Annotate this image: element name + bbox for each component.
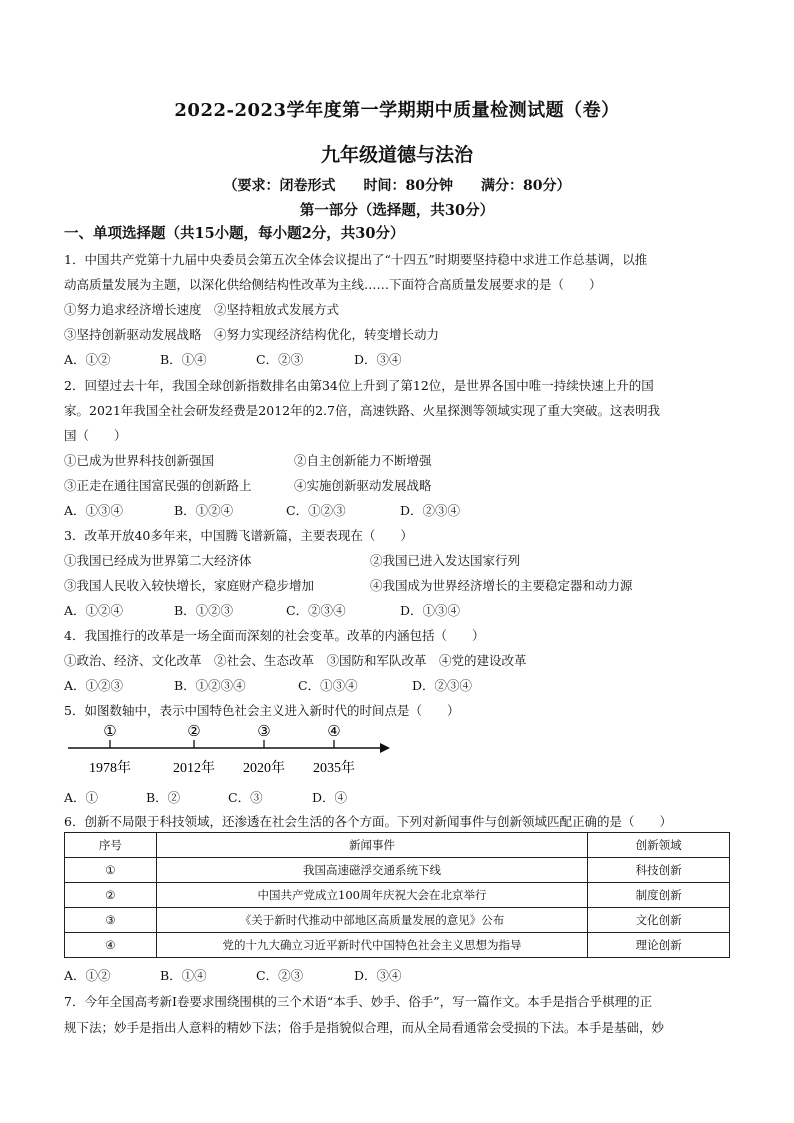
q7-stem-line2: 规下法；妙手是指出人意料的精妙下法；俗手是指貌似合理，而从全局看通常会受损的下法。本手是基础，妙 [64, 1020, 665, 1035]
q5-choice-d: D．④ [312, 790, 348, 805]
exam-requirements: （要求：闭卷形式 时间：80分钟 满分：80分） [223, 178, 571, 194]
timeline-year-1: 1978年 [89, 761, 131, 776]
table-header-cell: 序号 [65, 833, 157, 858]
q7-stem-line1: 7．今年全国高考新Ⅰ卷要求围绕围棋的三个术语“本手、妙手、俗手”，写一篇作文。本手是指合乎棋理的正 [64, 994, 653, 1009]
table-cell: 我国高速磁浮交通系统下线 [156, 858, 587, 883]
q6-stem: 6．创新不局限于科技领域，还渗透在社会生活的各个方面。下列对新闻事件与创新领域匹配正确的是（ ） [64, 814, 672, 829]
q6-choice-d: D．③④ [354, 968, 402, 983]
q4-options: ①政治、经济、文化改革 ②社会、生态改革 ③国防和军队改革 ④党的建设改革 [64, 653, 527, 668]
q6-choice-c: C．②③ [256, 968, 304, 983]
timeline-arrow-icon [380, 743, 390, 753]
q2-option-4: ④实施创新驱动发展战略 [294, 478, 432, 493]
q6-choice-a: A．①② [64, 968, 111, 983]
table-row [65, 908, 730, 933]
timeline-year-4: 2035年 [313, 761, 355, 776]
q5-choice-b: B．② [146, 790, 181, 805]
q1-choice-d: D．③④ [354, 352, 402, 367]
table-header-cell: 新闻事件 [156, 833, 587, 858]
table-cell: ① [65, 858, 157, 883]
q3-stem: 3．改革开放40多年来，中国腾飞谱新篇，主要表现在（ ） [64, 528, 413, 543]
q4-choice-b: B．①②③④ [174, 678, 246, 693]
q3-choice-b: B．①②③ [174, 603, 234, 618]
q1-choice-b: B．①④ [160, 352, 207, 367]
timeline-year-2: 2012年 [173, 761, 215, 776]
table-cell: 文化创新 [588, 908, 730, 933]
timeline-year-3: 2020年 [243, 761, 285, 776]
q2-choice-c: C．①②③ [286, 503, 346, 518]
q4-stem: 4．我国推行的改革是一场全面而深刻的社会变革。改革的内涵包括（ ） [64, 628, 485, 643]
q3-choice-c: C．②③④ [286, 603, 346, 618]
q1-options-line1: ①努力追求经济增长速度 ②坚持粗放式发展方式 [64, 302, 340, 317]
table-header-cell: 创新领域 [588, 833, 730, 858]
q3-choice-d: D．①③④ [400, 603, 461, 618]
table-row [65, 883, 730, 908]
q2-choice-b: B．①②④ [174, 503, 234, 518]
table-cell: 理论创新 [588, 933, 730, 958]
q2-choice-d: D．②③④ [400, 503, 461, 518]
q3-option-4: ④我国成为世界经济增长的主要稳定器和动力源 [370, 578, 633, 593]
part-heading: 第一部分（选择题，共30分） [299, 202, 495, 219]
q1-options-line2: ③坚持创新驱动发展战略 ④努力实现经济结构优化，转变增长动力 [64, 327, 440, 342]
q1-stem-line2: 动高质量发展为主题，以深化供给侧结构性改革为主线……下面符合高质量发展要求的是（ ） [64, 277, 602, 292]
q6-choice-b: B．①④ [160, 968, 207, 983]
table-cell: ② [65, 883, 157, 908]
q2-option-1: ①已成为世界科技创新强国 [64, 453, 215, 468]
q2-stem-line2: 家。2021年我国全社会研发经费是2012年的2.7倍，高速铁路、火星探测等领域实现了重大突破。这表明我 [64, 403, 661, 418]
timeline-mark-2: ② [187, 722, 201, 740]
q2-stem-line3: 国（ ） [64, 428, 127, 443]
q5-choice-c: C．③ [228, 790, 263, 805]
table-cell: ④ [65, 933, 157, 958]
q2-option-2: ②自主创新能力不断增强 [294, 453, 432, 468]
q3-option-3: ③我国人民收入较快增长，家庭财产稳步增加 [64, 578, 315, 593]
exam-title: 2022-2023学年度第一学期期中质量检测试题（卷） [174, 100, 620, 121]
table-cell: 制度创新 [588, 883, 730, 908]
table-cell: 《关于新时代推动中部地区高质量发展的意见》公布 [156, 908, 587, 933]
table-cell: 中国共产党成立100周年庆祝大会在北京举行 [156, 883, 587, 908]
exam-subject: 九年级道德与法治 [320, 144, 473, 166]
timeline-axis-figure [64, 720, 394, 780]
q4-choice-a: A．①②③ [64, 678, 124, 693]
table-header-row [65, 833, 730, 858]
table-cell: 科技创新 [588, 858, 730, 883]
q5-choice-a: A．① [64, 790, 99, 805]
table-cell: 党的十九大确立习近平新时代中国特色社会主义思想为指导 [156, 933, 587, 958]
table-cell: ③ [65, 908, 157, 933]
q4-choice-c: C．①③④ [298, 678, 358, 693]
q2-choice-a: A．①③④ [64, 503, 124, 518]
q1-choice-c: C．②③ [256, 352, 304, 367]
q1-choice-a: A．①② [64, 352, 111, 367]
q5-stem: 5．如图数轴中，表示中国特色社会主义进入新时代的时间点是（ ） [64, 703, 460, 718]
q2-stem-line1: 2．回望过去十年，我国全球创新指数排名由第34位上升到了第12位，是世界各国中唯一持续快速上升的国 [64, 378, 654, 393]
table-row [65, 933, 730, 958]
q3-option-2: ②我国已进入发达国家行列 [370, 553, 521, 568]
timeline-mark-4: ④ [327, 722, 341, 740]
section-heading: 一、单项选择题（共15小题，每小题2分，共30分） [64, 225, 405, 242]
timeline-mark-3: ③ [257, 722, 271, 740]
q3-choice-a: A．①②④ [64, 603, 124, 618]
table-row [65, 858, 730, 883]
q1-stem-line1: 1．中国共产党第十九届中央委员会第五次全体会议提出了“十四五”时期要坚持稳中求进工作总基调，以推 [64, 252, 648, 267]
q4-choice-d: D．②③④ [412, 678, 473, 693]
q3-option-1: ①我国已经成为世界第二大经济体 [64, 553, 252, 568]
q2-option-3: ③正走在通往国富民强的创新路上 [64, 478, 252, 493]
news-innovation-table [64, 832, 730, 958]
timeline-mark-1: ① [103, 722, 117, 740]
